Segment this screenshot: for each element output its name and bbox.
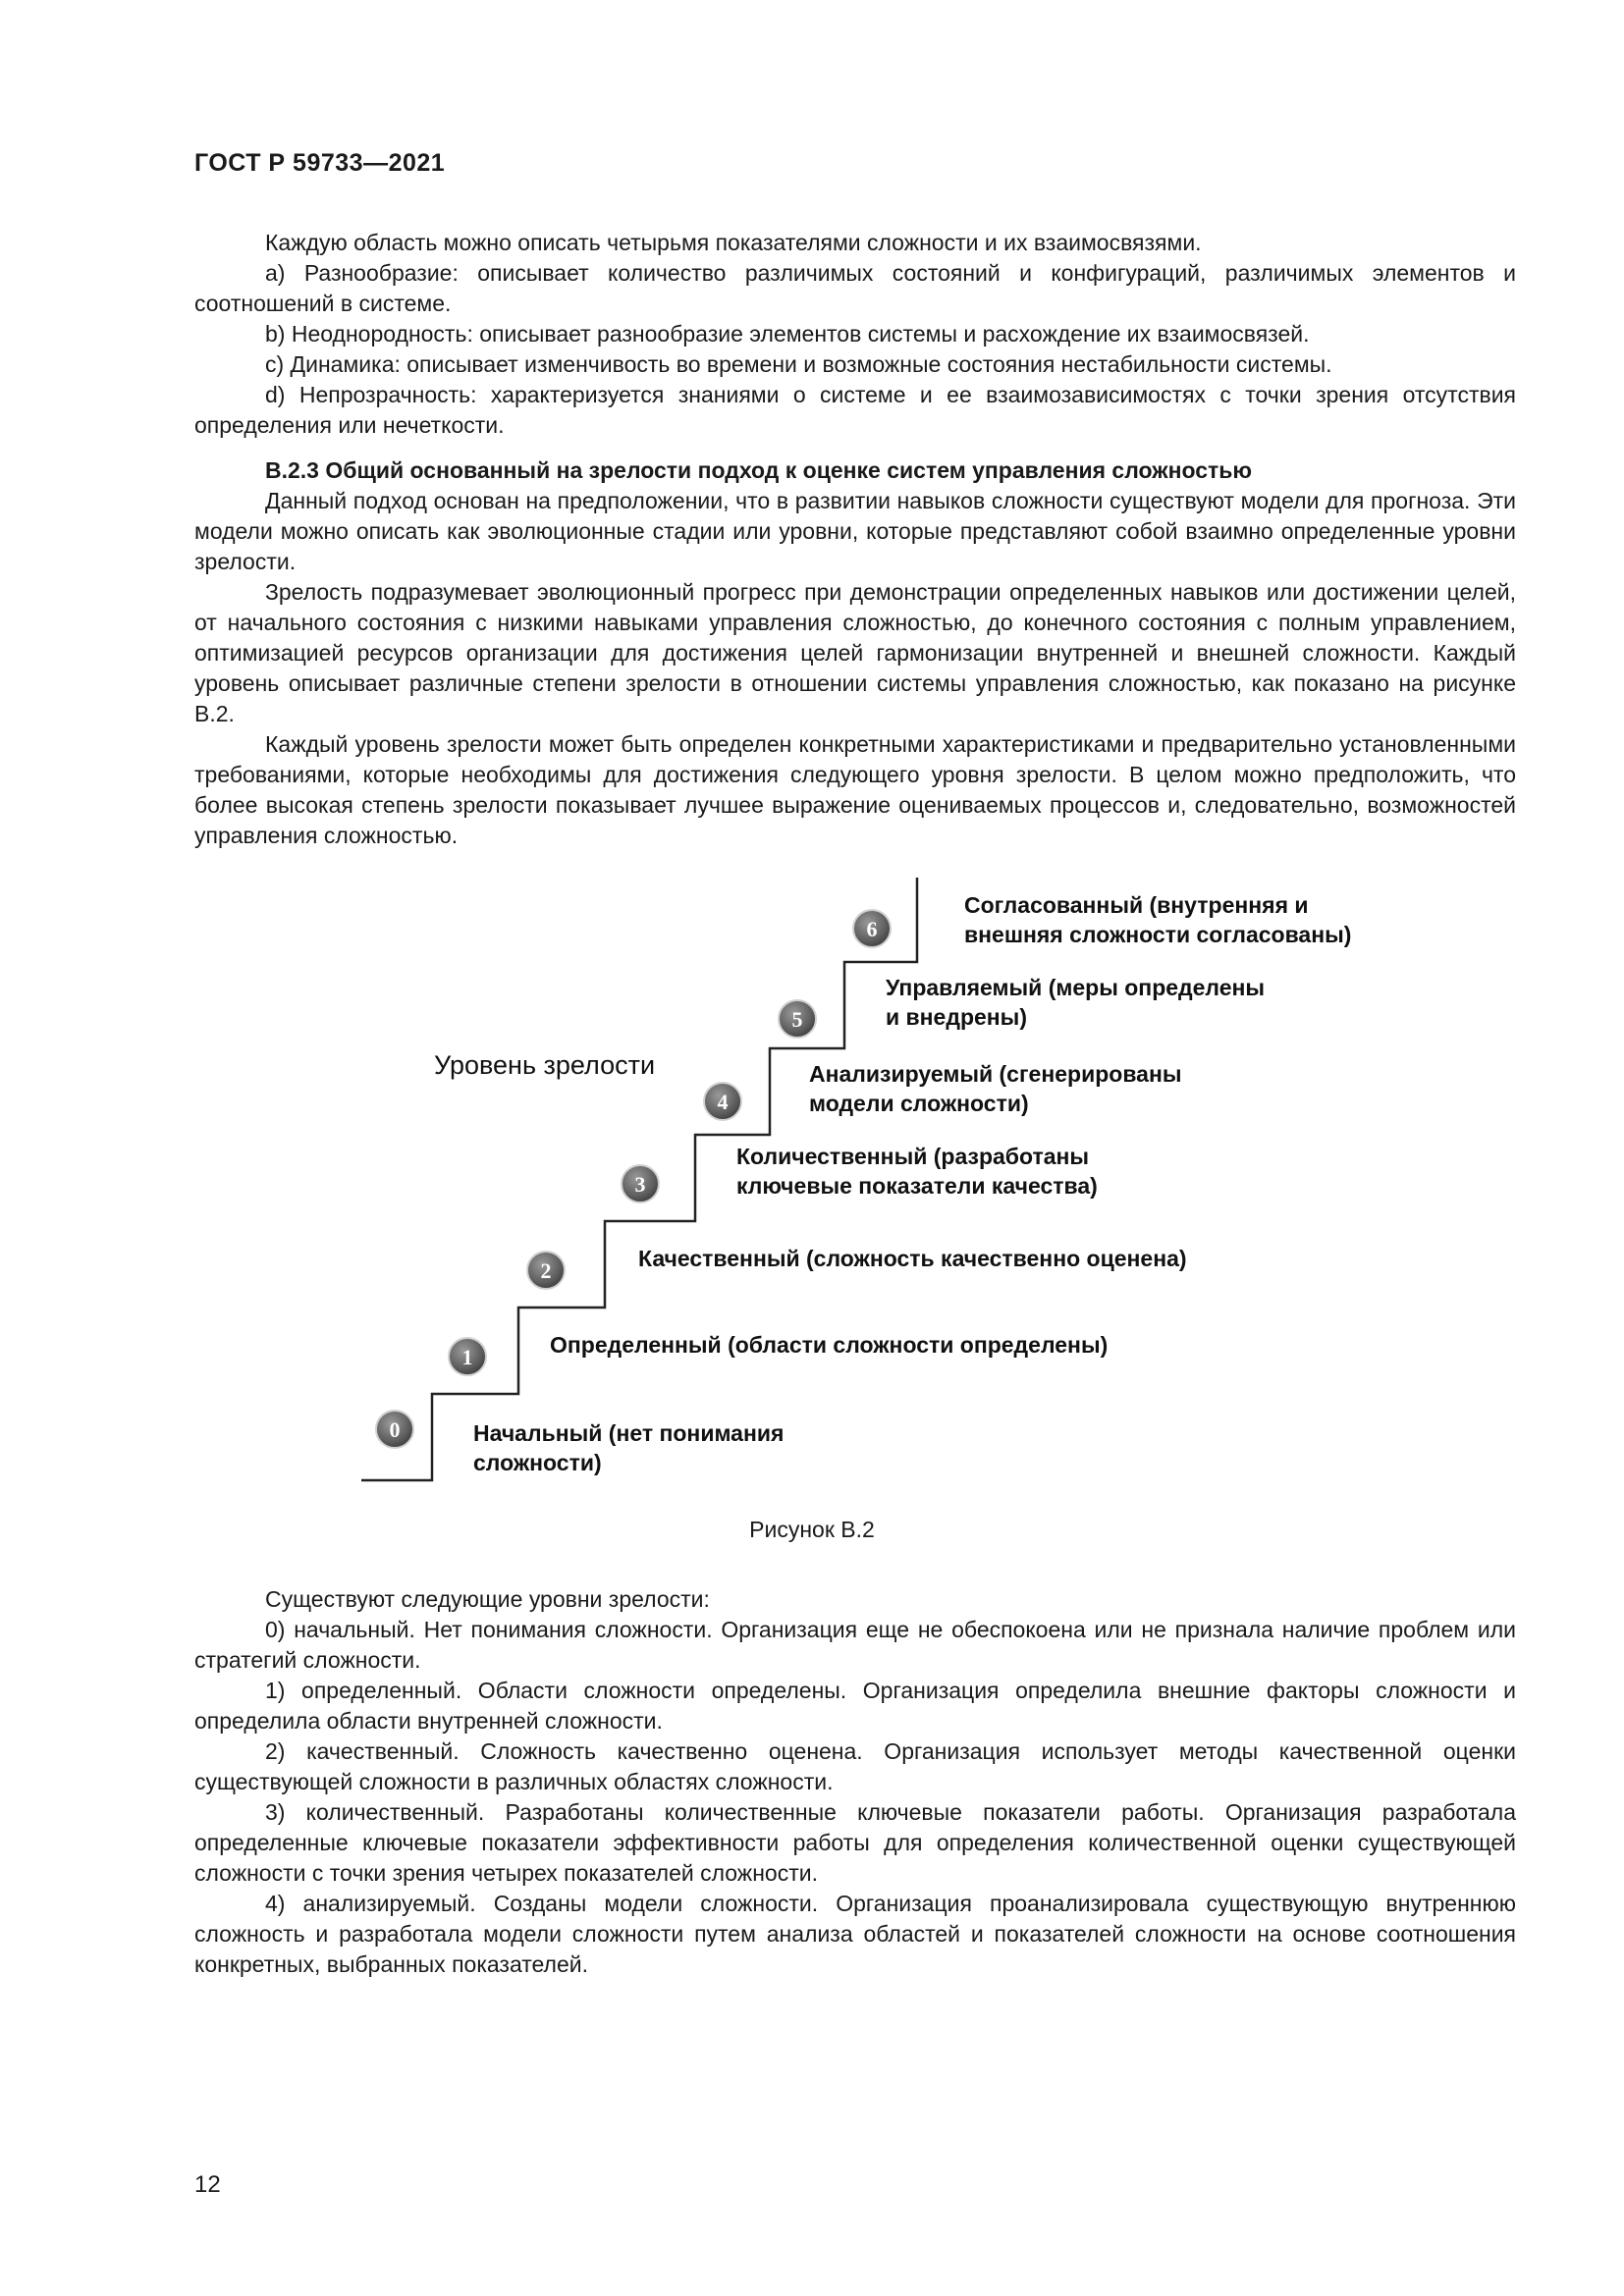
paragraph: Каждый уровень зрелости может быть определен конкретными характеристиками и предварительно установленными требованиями, которые необходимы для достижения следующего уровня зрелости. В целом можно предположить, что более высокая степень зрелости показывает лучшее выражение оцениваемых процессов и, следовательно, возможностей управления сложностью. <box>194 731 1516 848</box>
step-number: 4 <box>717 1090 729 1114</box>
paragraph: а) Разнообразие: описывает количество различимых состояний и конфигураций, различимых элементов и соотношений в системе. <box>194 260 1516 316</box>
paragraph: 3) количественный. Разработаны количественные ключевые показатели работы. Организация разработала определенные ключевые показатели эффективности работы для определения количественной оценки существующей сложности с точки зрения четырех показателей сложности. <box>194 1799 1516 1886</box>
staircase-diagram <box>0 854 1624 1522</box>
maturity-staircase-figure <box>0 854 1624 1522</box>
step-number: 3 <box>634 1172 646 1197</box>
paragraph: 4) анализируемый. Созданы модели сложности. Организация проанализировала существующую внутреннюю сложность и разработала модели сложности путем анализа областей и показателей сложности на основе соотношения конкретных, выбранных показателей. <box>194 1891 1516 1977</box>
paragraph: 2) качественный. Сложность качественно оценена. Организация использует методы качественной оценки существующей сложности в различных областях сложности. <box>194 1738 1516 1794</box>
step-label: внешняя сложности согласованы) <box>964 922 1352 947</box>
paragraph: Зрелость подразумевает эволюционный прогресс при демонстрации определенных навыков или достижении целей, от начального состояния с низкими навыками управления сложностью, до конечного состояния с полным управлением, оптимизацией ресурсов организации для достижения целей гармонизации внутренней и внешней сложности. Каждый уровень описывает различные степени зрелости в отношении системы управления сложностью, как показано на рисунке В.2. <box>194 579 1516 726</box>
paragraph: с) Динамика: описывает изменчивость во времени и возможные состояния нестабильности системы. <box>265 351 1332 377</box>
steps-group <box>376 892 1351 1475</box>
paragraph: 0) начальный. Нет понимания сложности. Организация еще не обеспокоена или не признала наличие проблем или стратегий сложности. <box>194 1617 1516 1673</box>
step-label: ключевые показатели качества) <box>736 1173 1098 1199</box>
step-label: Управляемый (меры определены <box>886 975 1266 1000</box>
step-label: сложности) <box>473 1450 602 1475</box>
step-label: Согласованный (внутренняя и <box>964 892 1309 918</box>
paragraph: Каждую область можно описать четырьмя показателями сложности и их взаимосвязями. <box>265 230 1202 255</box>
complexity-indicators-section <box>194 228 1516 441</box>
maturity-approach-section <box>194 455 1516 851</box>
step-number: 6 <box>866 917 878 941</box>
step-number: 1 <box>461 1345 473 1369</box>
step-label: Качественный (сложность качественно оценена) <box>638 1246 1187 1271</box>
step-number: 2 <box>540 1258 552 1283</box>
paragraph: b) Неоднородность: описывает разнообразие элементов системы и расхождение их взаимосвязей. <box>265 321 1310 347</box>
step-label: модели сложности) <box>809 1091 1029 1116</box>
step-number: 0 <box>389 1417 401 1442</box>
step-label: и внедрены) <box>886 1004 1027 1030</box>
step-label: Анализируемый (сгенерированы <box>809 1061 1182 1087</box>
step-label: Начальный (нет понимания <box>473 1420 785 1446</box>
section-heading: В.2.3 Общий основанный на зрелости подход к оценке систем управления сложностью <box>265 457 1253 483</box>
paragraph: 1) определенный. Области сложности определены. Организация определила внешние факторы сложности и определила области внутренней сложности. <box>194 1678 1516 1734</box>
paragraph: Существуют следующие уровни зрелости: <box>265 1586 710 1612</box>
figure-caption: Рисунок В.2 <box>749 1517 875 1542</box>
paragraph: Данный подход основан на предположении, что в развитии навыков сложности существуют модели для прогноза. Эти модели можно описать как эволюционные стадии или уровни, которые представляют собой взаимно определенные уровни зрелости. <box>194 488 1516 574</box>
paragraph: d) Непрозрачность: характеризуется знаниями о системе и ее взаимозависимостях с точки зрения отсутствия определения или нечеткости. <box>194 382 1516 438</box>
step-label: Количественный (разработаны <box>736 1144 1090 1169</box>
axis-label: Уровень зрелости <box>434 1050 656 1080</box>
document-header: ГОСТ Р 59733—2021 <box>194 149 446 177</box>
page-number: 12 <box>194 2171 221 2198</box>
step-number: 5 <box>791 1007 803 1032</box>
maturity-levels-section <box>194 1584 1516 1980</box>
step-label: Определенный (области сложности определены) <box>550 1332 1109 1358</box>
